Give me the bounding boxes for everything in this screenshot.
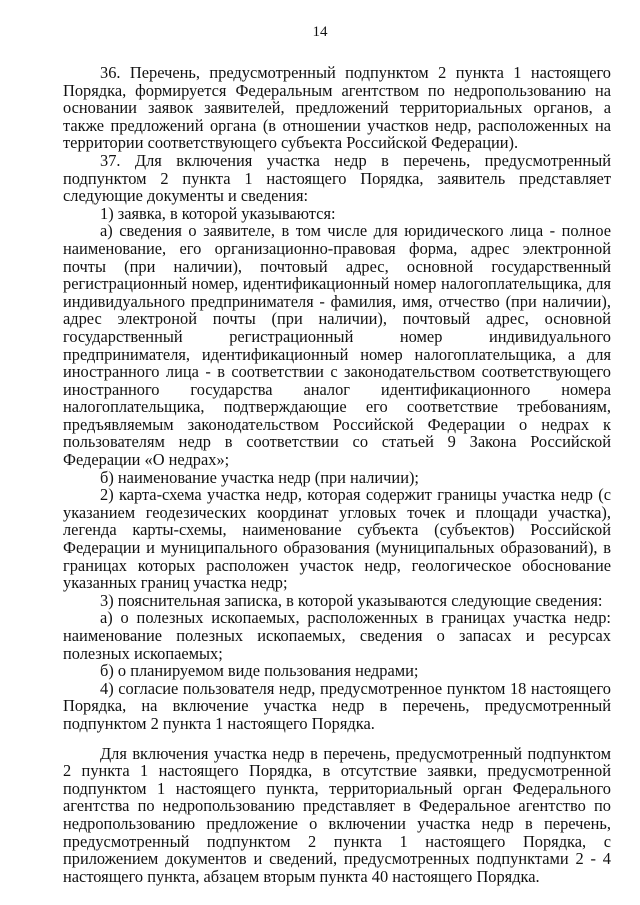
item-2-map-scheme: 2) карта-схема участка недр, которая содержит границы участка недр (с указанием геодезических координат угловых точек и площади участка), легенда карты-схемы, наименование субъекта (субъектов) Российской Федерации и муниципального образования (муниципальных образований), в границах которых расположен участок недр, геологическое обоснование указанных границ участка недр;	[63, 485, 611, 593]
item-3b-planned-use: б) о планируемом виде пользования недрами;	[100, 661, 419, 681]
paragraph-37: 37. Для включения участка недр в перечень, предусмотренный подпунктом 2 пункта 1 настоящего Порядка, заявитель представляет следующие документы и сведения:	[63, 150, 611, 206]
document-body	[63, 64, 611, 885]
paragraph-36: 36. Перечень, предусмотренный подпунктом 2 пункта 1 настоящего Порядка, формируется Федеральным агентством по недропользованию на основании заявок заявителей, предложений территориальных органов, а также предложений органа (в отношении участков недр, расположенных на территории соответствующего субъекта Российской Федерации).	[63, 63, 611, 153]
item-1-application: 1) заявка, в которой указываются:	[100, 203, 336, 223]
item-1a-applicant-info: а) сведения о заявителе, в том числе для юридического лица - полное наименование, его организационно-правовая форма, адрес электронной почты (при наличии), почтовый адрес, основной государственный регистрационный номер, идентификационный номер налогоплательщика, для индивидуального предпринимателя - фамилия, имя, отчество (при наличии), адрес электроной почты (при наличии), почтовый адрес, основной государственный регистрационный номер индивидуального предпринимателя, идентификационный номер налогоплательщика, а для иностранного лица - в соответствии с законодательством соответствующего иностранного государства аналог идентификационного номера налогоплательщика, подтверждающие его соответствие требованиям, предъявляемым законодательством Российской Федерации о недрах к пользователям недр в соответствии со статьей 9 Закона Российской Федерации «О недрах»;	[63, 221, 611, 470]
item-1b-site-name: б) наименование участка недр (при наличии);	[100, 467, 419, 487]
item-3-explanatory-note: 3) пояснительная записка, в которой указываются следующие сведения:	[100, 590, 603, 610]
item-3a-minerals: а) о полезных ископаемых, расположенных в границах участка недр: наименование полезных ископаемых, сведения о запасах и ресурсах полезных ископаемых;	[63, 608, 611, 663]
paragraph-no-application: Для включения участка недр в перечень, предусмотренный подпунктом 2 пункта 1 настоящего Порядка, в отсутствие заявки, предусмотренной подпунктом 1 настоящего пункта, территориальный орган Федерального агентства по недропользованию представляет в Федеральное агентство по недропользованию предложение о включении участка недр в перечень, предусмотренный подпунктом 2 пункта 1 настоящего Порядка, с приложением документов и сведений, предусмотренных подпунктами 2 - 4 настоящего пункта, абзацем вторым пункта 40 настоящего Порядка.	[63, 743, 611, 886]
item-4-user-consent: 4) согласие пользователя недр, предусмотренное пунктом 18 настоящего Порядка, на включение участка недр в перечень, предусмотренный подпунктом 2 пункта 1 настоящего Порядка.	[63, 678, 611, 733]
page-number: 14	[312, 24, 328, 40]
